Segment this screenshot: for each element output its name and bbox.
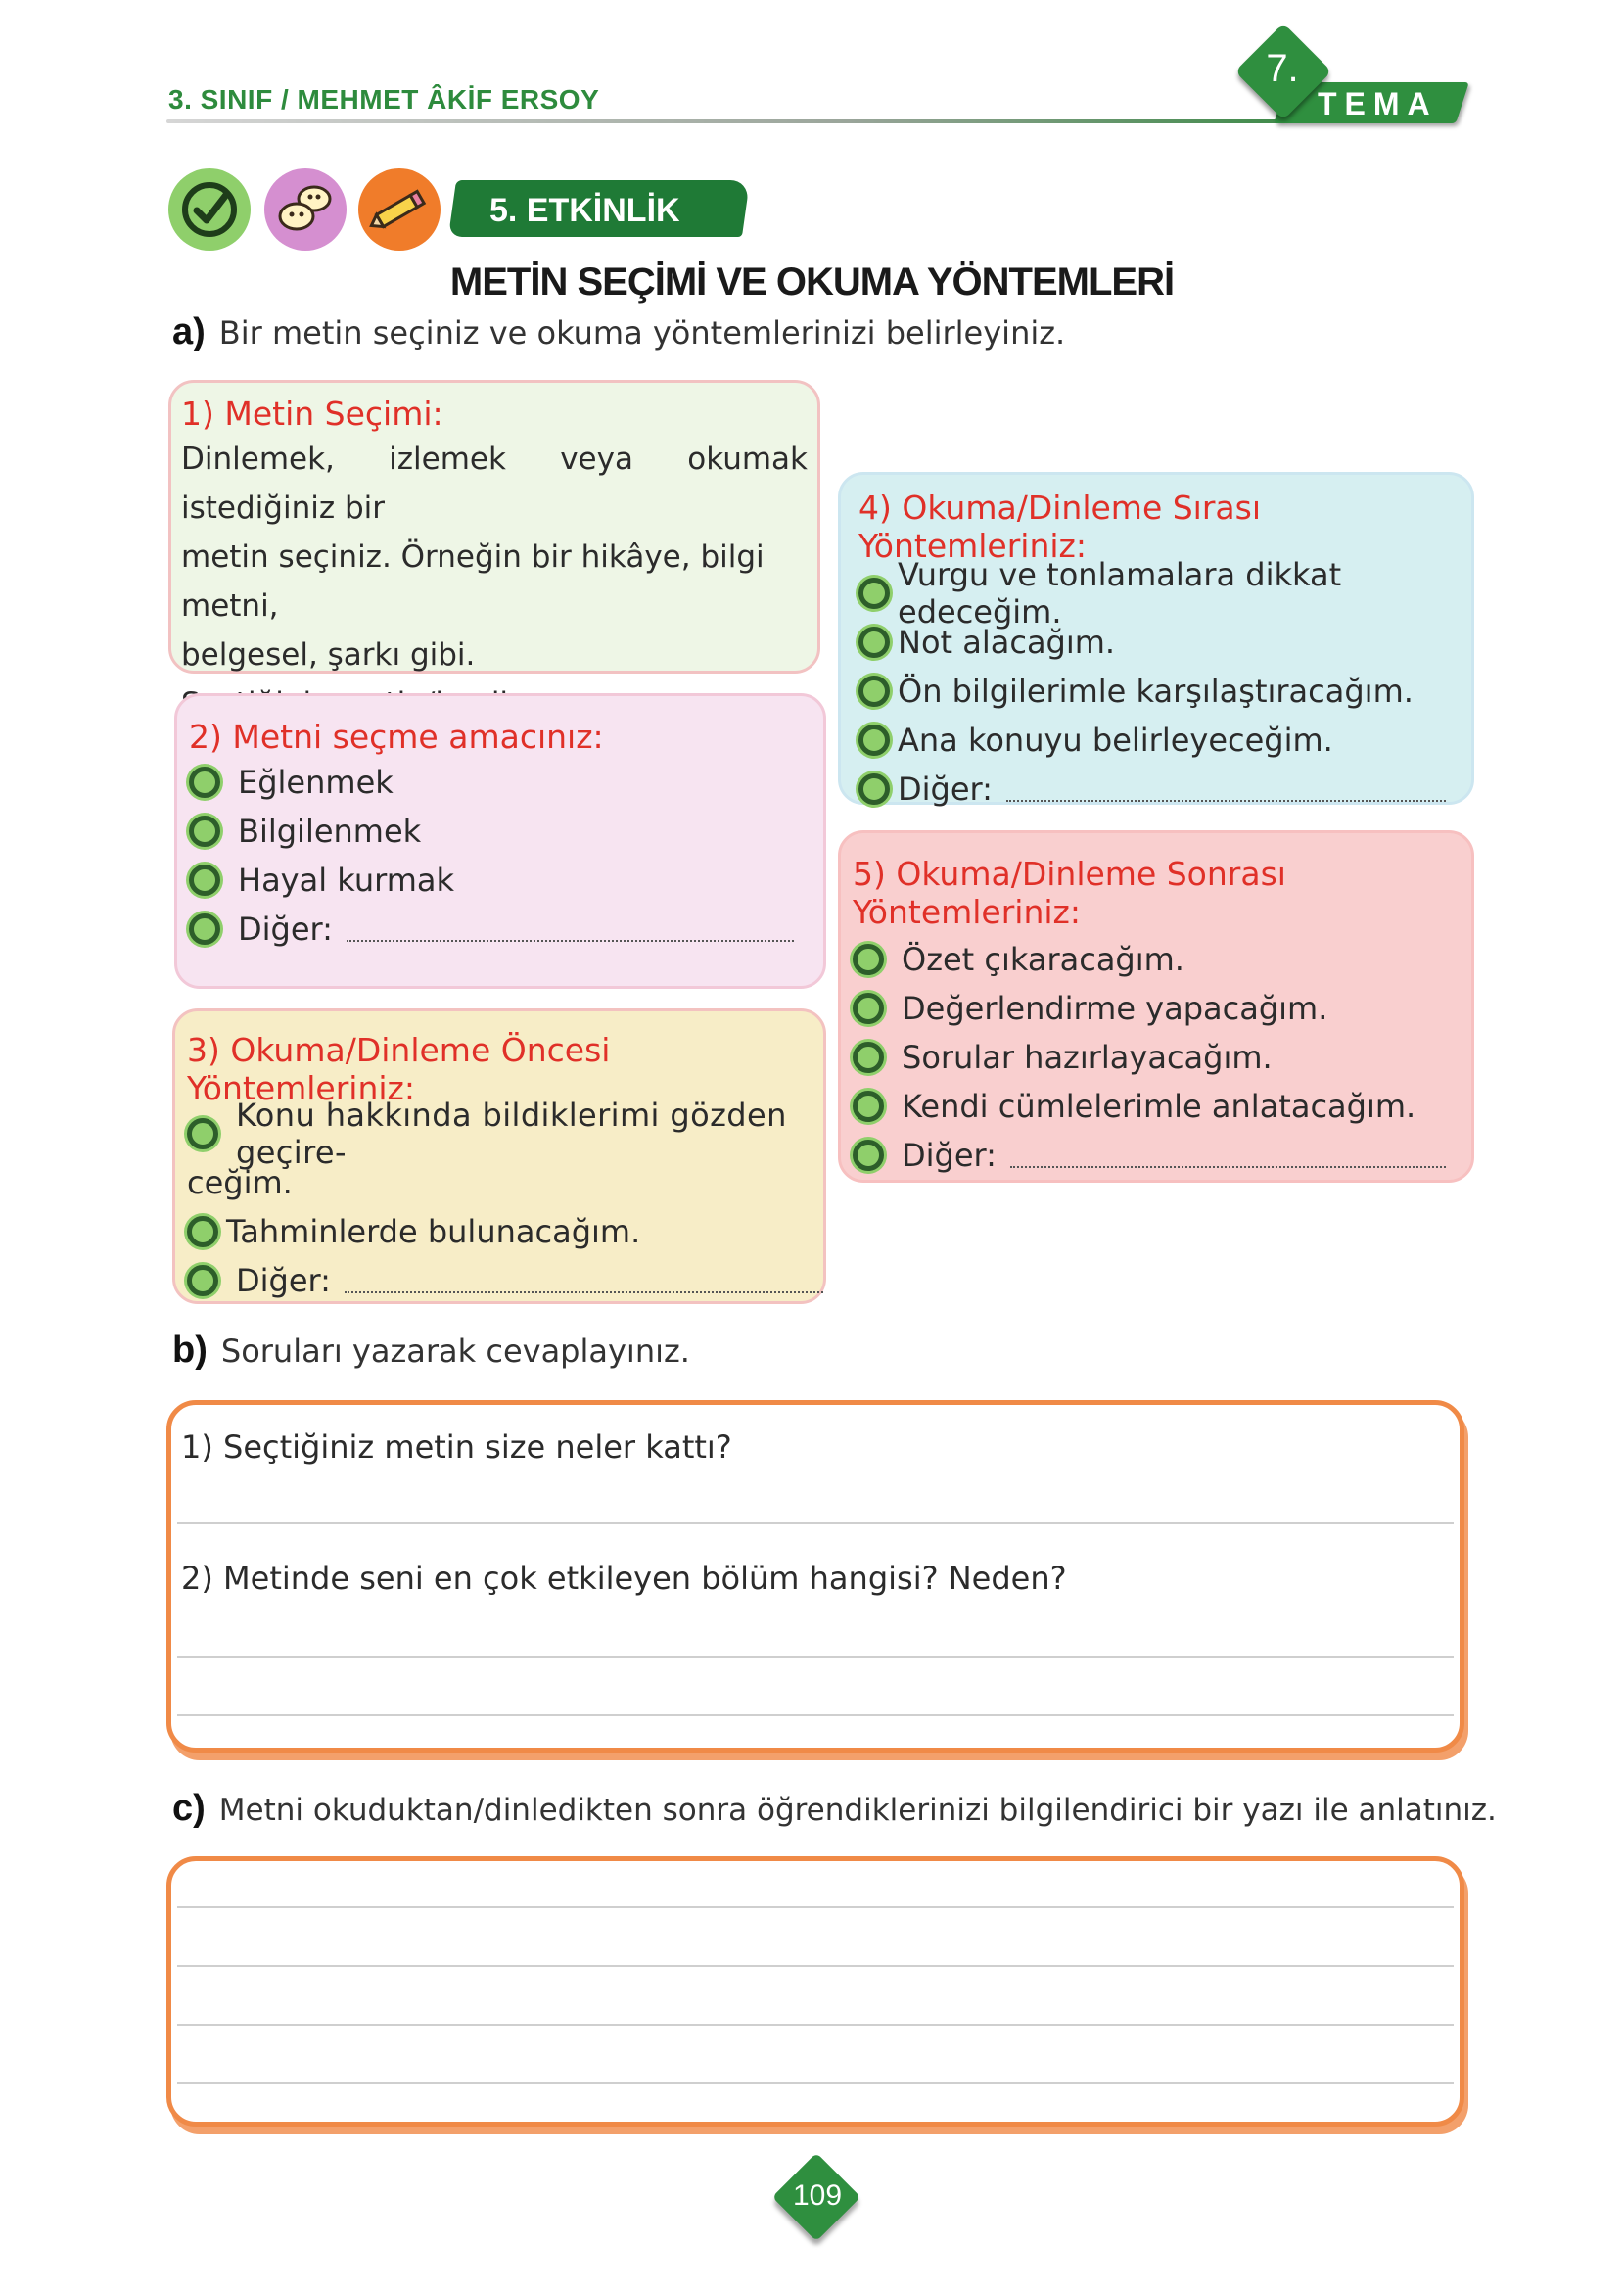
writing-answer-box bbox=[166, 1856, 1464, 2127]
section-a-text: Bir metin seçiniz ve okuma yöntemlerinizi belirleyiniz. bbox=[218, 314, 1066, 351]
answer-line[interactable] bbox=[177, 1714, 1454, 1716]
option-label: Ana konuyu belirleyeceğim. bbox=[898, 722, 1333, 759]
radio-circle-icon[interactable] bbox=[853, 1140, 884, 1171]
option-item[interactable] bbox=[187, 1207, 823, 1256]
section-a-instruction bbox=[172, 311, 1065, 353]
answer-line[interactable] bbox=[177, 1656, 1454, 1658]
option-item[interactable] bbox=[858, 556, 1446, 631]
option-label: Hayal kurmak bbox=[238, 862, 455, 899]
section-c-instruction bbox=[172, 1788, 1497, 1830]
radio-circle-icon[interactable] bbox=[858, 773, 890, 805]
purpose-box bbox=[174, 693, 826, 989]
box-line: belgesel, şarkı gibi. bbox=[181, 637, 476, 673]
option-item[interactable] bbox=[189, 807, 794, 856]
radio-circle-icon[interactable] bbox=[189, 913, 220, 945]
radio-circle-icon[interactable] bbox=[853, 1042, 884, 1073]
header-title: 3. SINIF / MEHMET ÂKİF ERSOY bbox=[168, 84, 600, 115]
option-item[interactable] bbox=[853, 1082, 1446, 1131]
option-label: Değerlendirme yapacağım. bbox=[902, 990, 1328, 1027]
option-item[interactable] bbox=[858, 765, 1446, 814]
radio-circle-icon[interactable] bbox=[858, 725, 890, 756]
section-b-letter: b) bbox=[172, 1330, 208, 1371]
question-1: 1) Seçtiğiniz metin size neler kattı? bbox=[181, 1428, 732, 1466]
option-item[interactable] bbox=[858, 716, 1446, 765]
radio-circle-icon[interactable] bbox=[189, 865, 220, 896]
option-item[interactable] bbox=[853, 1131, 1446, 1180]
option-label: Vurgu ve tonlamalara dikkat edeceğim. bbox=[898, 556, 1342, 631]
option-item[interactable] bbox=[189, 758, 794, 807]
page-number: 109 bbox=[792, 2179, 843, 2212]
blank-line[interactable] bbox=[1010, 1143, 1446, 1168]
header-divider bbox=[166, 119, 1302, 123]
page-title: METİN SEÇİMİ VE OKUMA YÖNTEMLERİ bbox=[449, 260, 1175, 304]
during-reading-box bbox=[838, 472, 1474, 808]
option-label: Konu hakkında bildiklerimi gözden geçire- bbox=[236, 1097, 787, 1171]
blank-line[interactable] bbox=[345, 1268, 823, 1293]
option-label: Ön bilgilerimle karşılaştıracağım. bbox=[898, 673, 1414, 710]
box-title: 1) Metin Seçimi: bbox=[181, 395, 443, 433]
option-item[interactable] bbox=[189, 905, 794, 954]
option-label: Özet çıkaracağım. bbox=[902, 941, 1184, 978]
section-c-text: Metni okuduktan/dinledikten sonra öğrendiklerinizi bilgilendirici bir yazı ile anlatınız. bbox=[218, 1793, 1497, 1828]
tema-number: 7. bbox=[1266, 47, 1299, 90]
pencil-icon bbox=[358, 168, 441, 251]
blank-line[interactable] bbox=[1006, 776, 1446, 802]
option-item[interactable] bbox=[853, 1033, 1446, 1082]
question-2: 2) Metinde seni en çok etkileyen bölüm hangisi? Neden? bbox=[181, 1560, 1067, 1597]
option-label: Diğer: bbox=[902, 1137, 997, 1174]
answer-line[interactable] bbox=[177, 2024, 1454, 2026]
radio-circle-icon[interactable] bbox=[187, 1216, 218, 1247]
radio-circle-icon[interactable] bbox=[187, 1118, 218, 1149]
option-label: Bilgilenmek bbox=[238, 813, 422, 850]
option-label: Diğer: bbox=[238, 911, 333, 948]
option-item[interactable] bbox=[187, 1097, 823, 1171]
post-reading-box bbox=[838, 830, 1474, 1183]
blank-line[interactable] bbox=[347, 916, 794, 942]
activity-label: 5. ETKİNLİK bbox=[489, 192, 680, 229]
radio-circle-icon[interactable] bbox=[858, 676, 890, 707]
box-title: 5) Okuma/Dinleme Sonrası Yöntemleriniz: bbox=[853, 855, 1286, 931]
box-title: 4) Okuma/Dinleme Sırası Yöntemleriniz: bbox=[858, 489, 1262, 565]
option-label: Not alacağım. bbox=[898, 624, 1116, 661]
answer-line[interactable] bbox=[177, 2082, 1454, 2084]
answer-line[interactable] bbox=[177, 1965, 1454, 1967]
check-icon bbox=[168, 168, 251, 251]
option-label: Diğer: bbox=[898, 771, 993, 808]
section-b-text: Soruları yazarak cevaplayınız. bbox=[220, 1333, 690, 1370]
radio-circle-icon[interactable] bbox=[858, 627, 890, 658]
box-title: 2) Metni seçme amacınız: bbox=[189, 718, 604, 756]
radio-circle-icon[interactable] bbox=[853, 1091, 884, 1122]
radio-circle-icon[interactable] bbox=[189, 816, 220, 847]
answer-line[interactable] bbox=[177, 1522, 1454, 1524]
box-line: metin seçiniz. Örneğin bir hikâye, bilgi metni, bbox=[181, 539, 765, 624]
option-label: Diğer: bbox=[236, 1262, 331, 1299]
radio-circle-icon[interactable] bbox=[189, 767, 220, 798]
option-item[interactable] bbox=[853, 984, 1446, 1033]
text-selection-box bbox=[168, 380, 820, 674]
option-continuation: ceğim. bbox=[187, 1164, 293, 1201]
option-label: Eğlenmek bbox=[238, 764, 394, 801]
option-item[interactable] bbox=[853, 935, 1446, 984]
option-item[interactable] bbox=[189, 856, 794, 905]
box-title: 3) Okuma/Dinleme Öncesi Yöntemleriniz: bbox=[187, 1031, 611, 1107]
tema-label: TEMA bbox=[1318, 86, 1438, 121]
option-label: Sorular hazırlayacağım. bbox=[902, 1039, 1273, 1076]
pre-reading-box bbox=[172, 1008, 826, 1304]
answer-line[interactable] bbox=[177, 1906, 1454, 1908]
radio-circle-icon[interactable] bbox=[187, 1265, 218, 1296]
option-item[interactable] bbox=[187, 1256, 823, 1305]
option-label: Tahminlerde bulunacağım. bbox=[226, 1213, 641, 1250]
section-a-letter: a) bbox=[172, 311, 206, 352]
radio-circle-icon[interactable] bbox=[853, 944, 884, 975]
questions-answer-box bbox=[166, 1400, 1464, 1753]
radio-circle-icon[interactable] bbox=[853, 993, 884, 1024]
radio-circle-icon[interactable] bbox=[858, 578, 890, 609]
section-c-letter: c) bbox=[172, 1788, 206, 1829]
section-b-instruction bbox=[172, 1330, 690, 1372]
speech-bubbles-icon bbox=[264, 168, 347, 251]
box-line: Dinlemek, izlemek veya okumak istediğiniz bir bbox=[181, 442, 808, 526]
option-label: Kendi cümlelerimle anlatacağım. bbox=[902, 1088, 1416, 1125]
option-item[interactable] bbox=[858, 667, 1446, 716]
